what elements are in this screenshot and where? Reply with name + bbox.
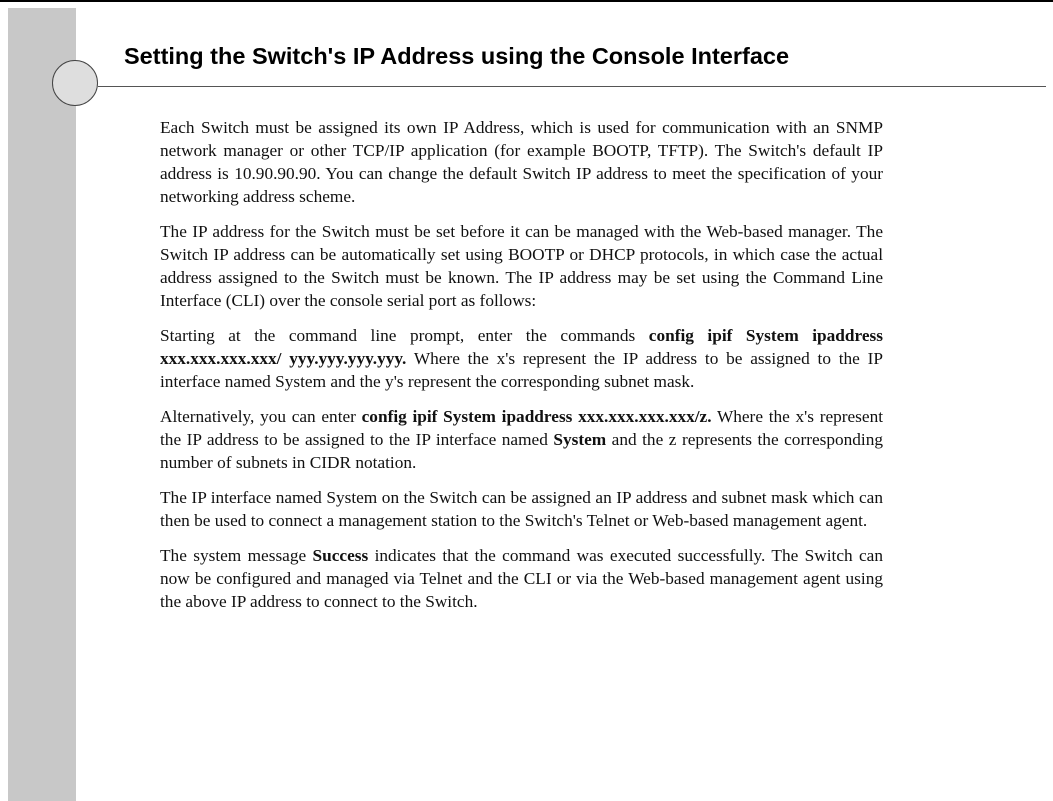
text-run: Where the x's represent the IP address to be assigned to the IP interface named bbox=[160, 407, 884, 449]
text-run: Where the x's represent the IP address to be assigned to the IP interface named System and the y's represent the corresponding subnet mask. bbox=[160, 349, 883, 391]
paragraph-ip-interface: The IP interface named System on the Switch can be assigned an IP address and subnet mask which can then be used to connect a management station to the Switch's Telnet or Web-based management agent. bbox=[160, 488, 883, 530]
paragraph-intro: Each Switch must be assigned its own IP Address, which is used for communication with an SNMP network manager or other TCP/IP application (for example BOOTP, TFTP). The Switch's default IP address is 10.90.90.90. You can change the default Switch IP address to meet the specification of your networking address scheme. bbox=[160, 118, 883, 206]
text-run: The system message bbox=[160, 546, 313, 565]
paragraph-command-subnet-mask bbox=[160, 324, 883, 393]
term-text: Success bbox=[312, 546, 369, 565]
section-circle-ornament bbox=[52, 60, 98, 106]
paragraph-set-before-manage: The IP address for the Switch must be set before it can be managed with the Web-based manager. The Switch IP address can be automatically set using BOOTP or DHCP protocols, in which case the actual address assigned to the Switch must be known. The IP address may be set using the Command Line Interface (CLI) over the console serial port as follows: bbox=[160, 222, 883, 310]
command-text: config ipif System ipaddress xxx.xxx.xxx.xxx/z. bbox=[361, 407, 712, 426]
body-text bbox=[160, 116, 883, 625]
paragraph-success-message bbox=[160, 544, 883, 613]
text-run: Alternatively, you can enter bbox=[160, 407, 362, 426]
left-margin-bar bbox=[8, 8, 76, 801]
header-rule bbox=[98, 86, 1046, 87]
text-run: and the z represents the corresponding number of subnets in CIDR notation. bbox=[160, 430, 883, 472]
paragraph-command-cidr bbox=[160, 405, 883, 474]
text-run: Starting at the command line prompt, enter the commands bbox=[160, 326, 649, 345]
page-title: Setting the Switch's IP Address using the Console Interface bbox=[124, 43, 790, 69]
term-text: System bbox=[553, 430, 607, 449]
text-run: indicates that the command was executed successfully. The Switch can now be configured and managed via Telnet and the CLI or via the Web-based management agent using the above IP address to connect to the Switch. bbox=[160, 546, 883, 611]
top-border-rule bbox=[0, 0, 1053, 2]
command-text: config ipif System ipaddress xxx.xxx.xxx.xxx/ yyy.yyy.yyy.yyy. bbox=[160, 326, 883, 368]
